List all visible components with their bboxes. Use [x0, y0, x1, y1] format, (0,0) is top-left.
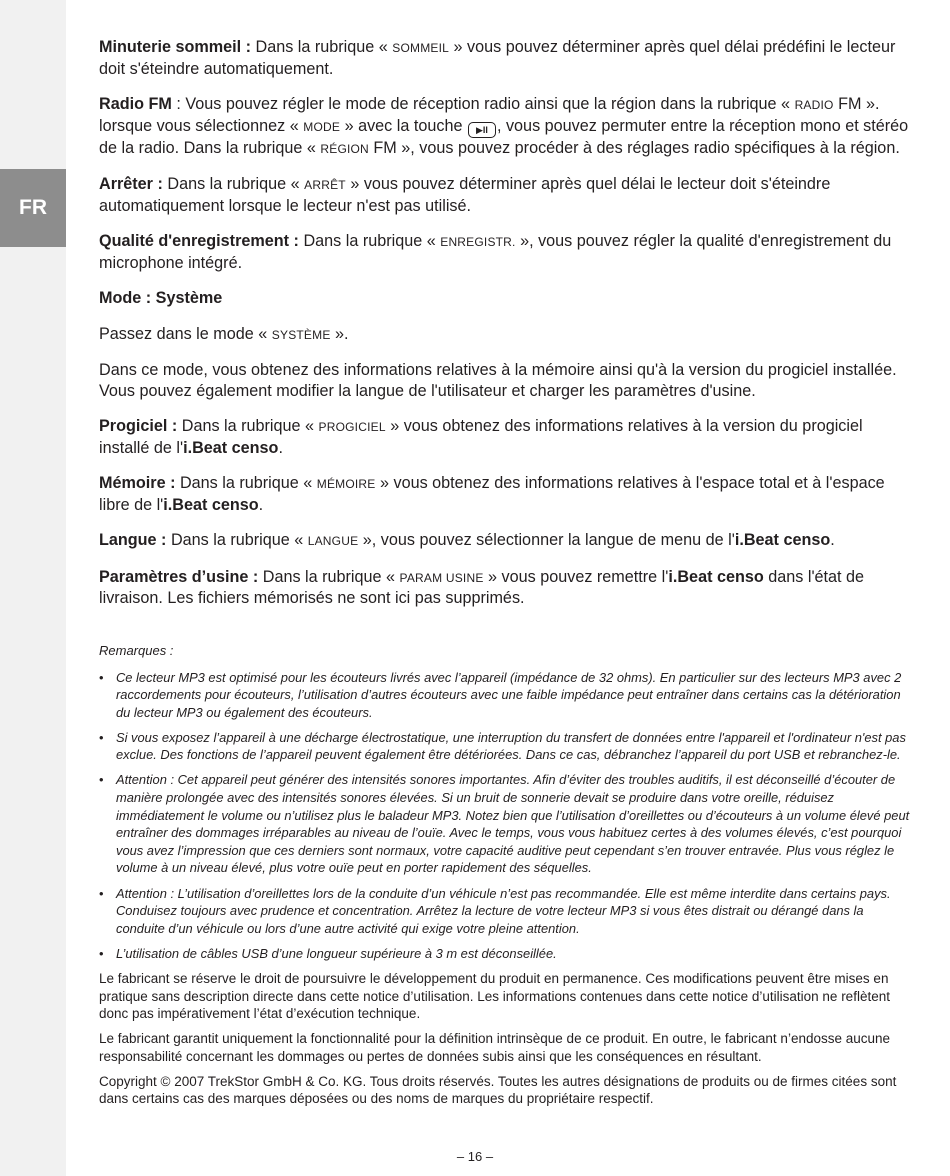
paragraph-minuterie	[99, 37, 914, 79]
menu-sommeil: SOMMEIL	[392, 41, 450, 55]
paragraph-memoire	[99, 473, 914, 515]
text: : Vous pouvez régler le mode de réception radio ainsi que la région dans la rubrique «	[171, 95, 795, 113]
text: , vous pouvez permuter entre la réception mono et stéréo de la radio. Dans la rubrique «	[99, 116, 909, 157]
text: » vous obtenez des informations relatives à l'espace total et à l'espace libre de l'	[99, 474, 885, 514]
text: ».	[330, 324, 349, 343]
product-name: i.Beat censo	[163, 495, 259, 514]
menu-progiciel: PROGICIEL	[318, 420, 386, 434]
text: FM ». lorsque vous sélectionnez «	[99, 95, 880, 135]
text: .	[830, 531, 835, 549]
text: », vous pouvez régler la qualité d'enregistrement du microphone intégré.	[99, 232, 892, 272]
remarks-title: Remarques :	[99, 642, 174, 658]
section-heading-mode-systeme: Mode : Système	[99, 289, 223, 307]
bullet-icon: •	[99, 772, 104, 788]
remark-item	[99, 885, 914, 938]
remark-text: Attention : Cet appareil peut générer des intensités sonores importantes. Afin d’éviter des troubles auditifs, il est déconseillé d’écouter de manière prolongée avec des intensités sonores élevées. Si un bruit de sonnerie devait se produire dans votre oreille, réduisez immédiatement le volume ou n’utilisez plus le baladeur MP3. Notez bien que l’utilisation d’oreillettes ou d’écouteurs à un volume élevé peut entraîner des dommages irréparables au niveau de l’ouïe. Avec le temps, vous vous habituez certes à des volumes élevés, c’est pourquoi vous avez l’impression que ces derniers sont normaux, votre capacité auditive peut cependant s’en trouver entravée. Plus vous réglez le volume à un niveau élevé, plus votre ouïe peut en porter rapidement des séquelles.	[116, 772, 910, 876]
label-minuterie: Minuterie sommeil :	[99, 38, 252, 56]
text: Dans la rubrique «	[166, 531, 308, 549]
bullet-icon: •	[99, 945, 104, 961]
text: », vous pouvez sélectionner la langue de menu de l'	[358, 531, 735, 549]
disclaimer-liability: Le fabricant garantit uniquement la fonctionnalité pour la définition intrinsèque de ce produit. En outre, le fabricant n’endosse aucune responsabilité concernant les dommages ou pertes de données subis ainsi que les conséquences en résultant.	[99, 1031, 891, 1064]
text: » vous pouvez remettre l'	[483, 567, 669, 586]
menu-param-usine: PARAM USINE	[399, 570, 484, 585]
label-langue: Langue :	[99, 531, 167, 549]
play-pause-key-icon: ▶II	[468, 122, 496, 138]
page-number: – 16 –	[456, 1149, 494, 1164]
product-name: i.Beat censo	[183, 438, 279, 457]
text: .	[278, 438, 283, 457]
bullet-icon: •	[99, 729, 104, 745]
text: Dans la rubrique «	[177, 417, 319, 435]
product-name: i.Beat censo	[668, 567, 764, 586]
remark-item	[99, 771, 914, 877]
text: Passez dans le mode «	[99, 324, 272, 343]
menu-enregistr: ENREGISTR.	[440, 235, 516, 249]
menu-memoire: MÉMOIRE	[316, 477, 376, 491]
text: » avec la touche	[340, 116, 467, 135]
label-memoire: Mémoire :	[99, 474, 176, 492]
paragraph-parametres	[99, 567, 914, 609]
remark-text: L’utilisation de câbles USB d’une longueur supérieure à 3 m est déconseillée.	[116, 945, 557, 961]
remark-item	[99, 945, 914, 963]
remarks-list	[99, 669, 914, 963]
text: » vous obtenez des informations relatives à la version du progiciel installé de l'	[99, 417, 863, 457]
paragraph-passez	[99, 324, 914, 346]
remark-item	[99, 669, 914, 722]
text: » vous pouvez déterminer après quel délai le lecteur doit s'éteindre automatiquement lorsque le lecteur n'est pas utilisé.	[99, 175, 831, 215]
menu-mode: MODE	[303, 119, 341, 134]
paragraph-progiciel	[99, 416, 914, 458]
paragraph-dans-ce-mode: Dans ce mode, vous obtenez des informations relatives à la mémoire ainsi qu'à la version du progiciel installée. Vous pouvez également modifier la langue de l'utilisateur et charger les paramètres d'usine.	[99, 361, 897, 400]
text: dans l'état de livraison. Les fichiers mémorisés ne sont ici pas supprimés.	[99, 567, 865, 607]
text: Dans la rubrique «	[251, 38, 393, 56]
menu-langue: LANGUE	[307, 534, 359, 548]
paragraph-qualite	[99, 231, 914, 273]
menu-systeme: SYSTÈME	[271, 327, 331, 342]
bullet-icon: •	[99, 669, 104, 685]
remark-text: Attention : L’utilisation d’oreillettes lors de la conduite d’un véhicule n’est pas recommandée. Elle est même interdite dans certains pays. Conduisez toujours avec prudence et concentration. Arrêtez la lecture de votre lecteur MP3 si vous êtes distrait ou dérangé dans la conduite d’un véhicule ou lors d’une autre activité qui exige votre pleine attention.	[116, 885, 891, 936]
text: .	[258, 495, 264, 514]
label-qualite: Qualité d'enregistrement :	[99, 232, 299, 250]
label-arreter: Arrêter :	[99, 175, 163, 193]
label-radio: Radio FM	[99, 95, 172, 113]
menu-arret: ARRÊT	[304, 178, 346, 192]
text: FM », vous pouvez procéder à des réglages radio spécifiques à la région.	[368, 138, 900, 157]
paragraph-arreter	[99, 174, 914, 216]
label-progiciel: Progiciel :	[99, 417, 178, 435]
text: Dans la rubrique «	[175, 474, 317, 492]
menu-radio: RADIO	[794, 98, 834, 112]
copyright-notice: Copyright © 2007 TrekStor GmbH & Co. KG. Tous droits réservés. Toutes les autres désignations de produits ou de firmes citées sont dans certains cas des marques déposées ou des noms de marques du propriétaire respectif.	[99, 1073, 897, 1107]
menu-region: RÉGION	[320, 141, 369, 156]
remark-text: Si vous exposez l’appareil à une décharge électrostatique, une interruption du transfert de données entre l'appareil et l'ordinateur n'est pas exclue. Des fonctions de l’appareil peuvent également être détériorées. Dans ce cas, débranchez l’appareil du port USB et rebranchez-le.	[116, 729, 906, 763]
paragraph-radio	[99, 94, 914, 159]
bullet-icon: •	[99, 885, 104, 901]
text: Dans la rubrique «	[162, 175, 305, 193]
remark-item	[99, 729, 914, 764]
language-tab: FR	[0, 169, 66, 247]
text: » vous pouvez déterminer après quel délai prédéfini le lecteur doit s'éteindre automatiquement.	[99, 38, 896, 78]
text: Dans la rubrique «	[298, 232, 441, 250]
product-name: i.Beat censo	[734, 531, 831, 549]
remark-text: Ce lecteur MP3 est optimisé pour les écouteurs livrés avec l’appareil (impédance de 32 ohms). En particulier sur des lecteurs MP3 avec 2 raccordements pour écouteurs, l’utilisation d’autres écouteurs avec une faible impédance peut entraîner dans certains cas la détérioration du lecteur MP3 ou également des écouteurs.	[116, 669, 902, 720]
paragraph-langue	[99, 530, 914, 552]
main-content	[99, 37, 914, 1116]
label-parametres: Paramètres d’usine :	[99, 567, 259, 586]
text: Dans la rubrique «	[258, 567, 400, 586]
disclaimer-development: Le fabricant se réserve le droit de poursuivre le développement du produit en permanence. Ces modifications peuvent être mises en pratique sans description directe dans cette notice d’utilisation. Les informations contenues dans cette notice d’utilisation ne reflètent donc pas impérativement l’état d’exécution technique.	[99, 970, 890, 1022]
